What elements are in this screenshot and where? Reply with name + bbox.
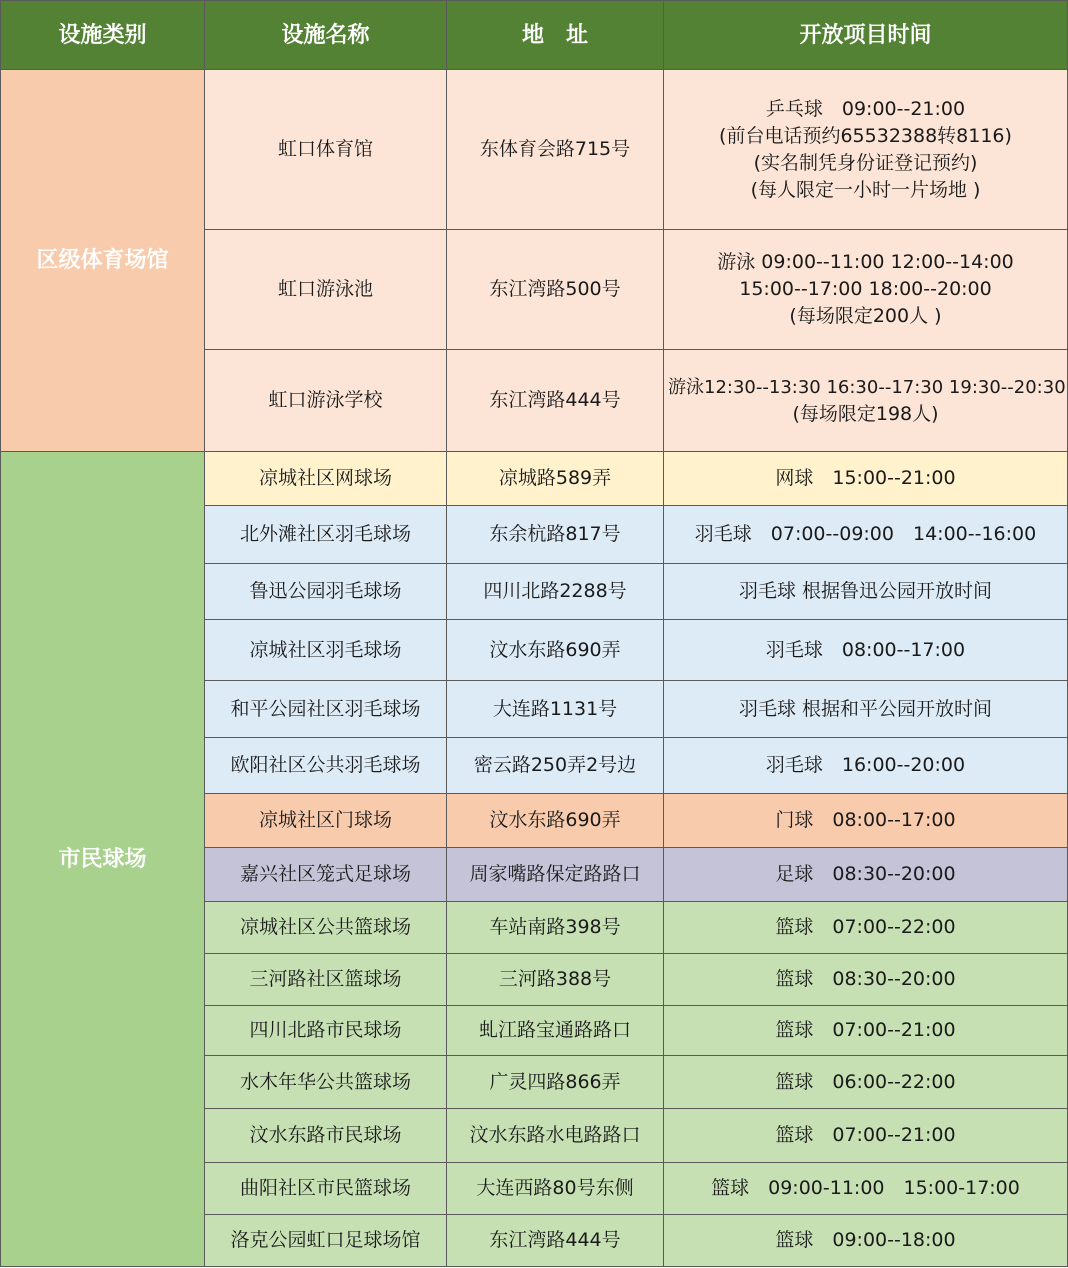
facility-name: 三河路社区篮球场: [205, 954, 447, 1006]
facility-time: 篮球 08:30--20:00: [664, 954, 1068, 1006]
facility-name: 凉城社区网球场: [205, 452, 447, 506]
facility-address: 大连路1131号: [447, 681, 664, 738]
header-time: 开放项目时间: [664, 1, 1068, 70]
header-name: 设施名称: [205, 1, 447, 70]
facility-time: 羽毛球 16:00--20:00: [664, 738, 1068, 794]
facility-time: [664, 70, 1068, 230]
facility-name: 鲁迅公园羽毛球场: [205, 564, 447, 620]
facility-name: 曲阳社区市民篮球场: [205, 1163, 447, 1215]
time-line: (每人限定一小时一片场地 ): [750, 178, 981, 201]
facility-address: 东江湾路444号: [447, 350, 664, 452]
facility-time: 篮球 09:00--18:00: [664, 1215, 1068, 1267]
category-district-venues: 区级体育场馆: [1, 70, 205, 452]
time-line: 游泳12:30--13:30 16:30--17:30 19:30--20:30: [668, 376, 1066, 398]
facility-address: 广灵四路866弄: [447, 1056, 664, 1109]
facility-address: 东江湾路500号: [447, 230, 664, 350]
time-line: (实名制凭身份证登记预约): [753, 151, 978, 174]
facility-time: 羽毛球 根据鲁迅公园开放时间: [664, 564, 1068, 620]
facility-time: [664, 350, 1068, 452]
facility-address: 大连西路80号东侧: [447, 1163, 664, 1215]
facility-address: 虬江路宝通路路口: [447, 1006, 664, 1056]
facility-name: 凉城社区公共篮球场: [205, 902, 447, 954]
facility-name: 水木年华公共篮球场: [205, 1056, 447, 1109]
facility-name: 虹口游泳学校: [205, 350, 447, 452]
facility-address: 东余杭路817号: [447, 506, 664, 564]
time-line: (每场限定200人 ): [789, 305, 942, 327]
facility-address: 东江湾路444号: [447, 1215, 664, 1267]
facility-time: 篮球 09:00-11:00 15:00-17:00: [664, 1163, 1068, 1215]
facility-name: 汶水东路市民球场: [205, 1109, 447, 1163]
facility-time: 篮球 07:00--22:00: [664, 902, 1068, 954]
facility-name: 北外滩社区羽毛球场: [205, 506, 447, 564]
time-line: (前台电话预约65532388转8116): [719, 124, 1012, 147]
facility-address: 汶水东路690弄: [447, 620, 664, 681]
facility-name: 四川北路市民球场: [205, 1006, 447, 1056]
facility-name: 凉城社区羽毛球场: [205, 620, 447, 681]
facility-time: 篮球 07:00--21:00: [664, 1006, 1068, 1056]
header-category: 设施类别: [1, 1, 205, 70]
facility-time: 足球 08:30--20:00: [664, 848, 1068, 902]
facility-time: 篮球 07:00--21:00: [664, 1109, 1068, 1163]
table-row: [1, 70, 1068, 230]
facility-time: 篮球 06:00--22:00: [664, 1056, 1068, 1109]
time-line: 乒乓球 09:00--21:00: [765, 97, 966, 120]
facility-address: 三河路388号: [447, 954, 664, 1006]
facility-address: 汶水东路690弄: [447, 794, 664, 848]
time-line: 15:00--17:00 18:00--20:00: [739, 278, 992, 300]
facility-name: 和平公园社区羽毛球场: [205, 681, 447, 738]
facility-name: 欧阳社区公共羽毛球场: [205, 738, 447, 794]
facility-name: 嘉兴社区笼式足球场: [205, 848, 447, 902]
facility-name: 凉城社区门球场: [205, 794, 447, 848]
facility-address: 周家嘴路保定路路口: [447, 848, 664, 902]
table-row: [1, 452, 1068, 506]
facility-name: 虹口体育馆: [205, 70, 447, 230]
facility-address: 东体育会路715号: [447, 70, 664, 230]
facility-time: [664, 230, 1068, 350]
facility-time: 网球 15:00--21:00: [664, 452, 1068, 506]
header-address: 地 址: [447, 1, 664, 70]
facility-time: 羽毛球 07:00--09:00 14:00--16:00: [664, 506, 1068, 564]
facility-time: 门球 08:00--17:00: [664, 794, 1068, 848]
time-line: 游泳 09:00--11:00 12:00--14:00: [717, 251, 1014, 273]
time-line: (每场限定198人): [792, 402, 939, 425]
facility-time: 羽毛球 08:00--17:00: [664, 620, 1068, 681]
category-public-courts: 市民球场: [1, 452, 205, 1267]
facility-address: 密云路250弄2号边: [447, 738, 664, 794]
facility-address: 四川北路2288号: [447, 564, 664, 620]
facility-address: 车站南路398号: [447, 902, 664, 954]
facility-name: 虹口游泳池: [205, 230, 447, 350]
facility-time: 羽毛球 根据和平公园开放时间: [664, 681, 1068, 738]
facility-name: 洛克公园虹口足球场馆: [205, 1215, 447, 1267]
header-row: [1, 1, 1068, 70]
facility-address: 汶水东路水电路路口: [447, 1109, 664, 1163]
facility-address: 凉城路589弄: [447, 452, 664, 506]
